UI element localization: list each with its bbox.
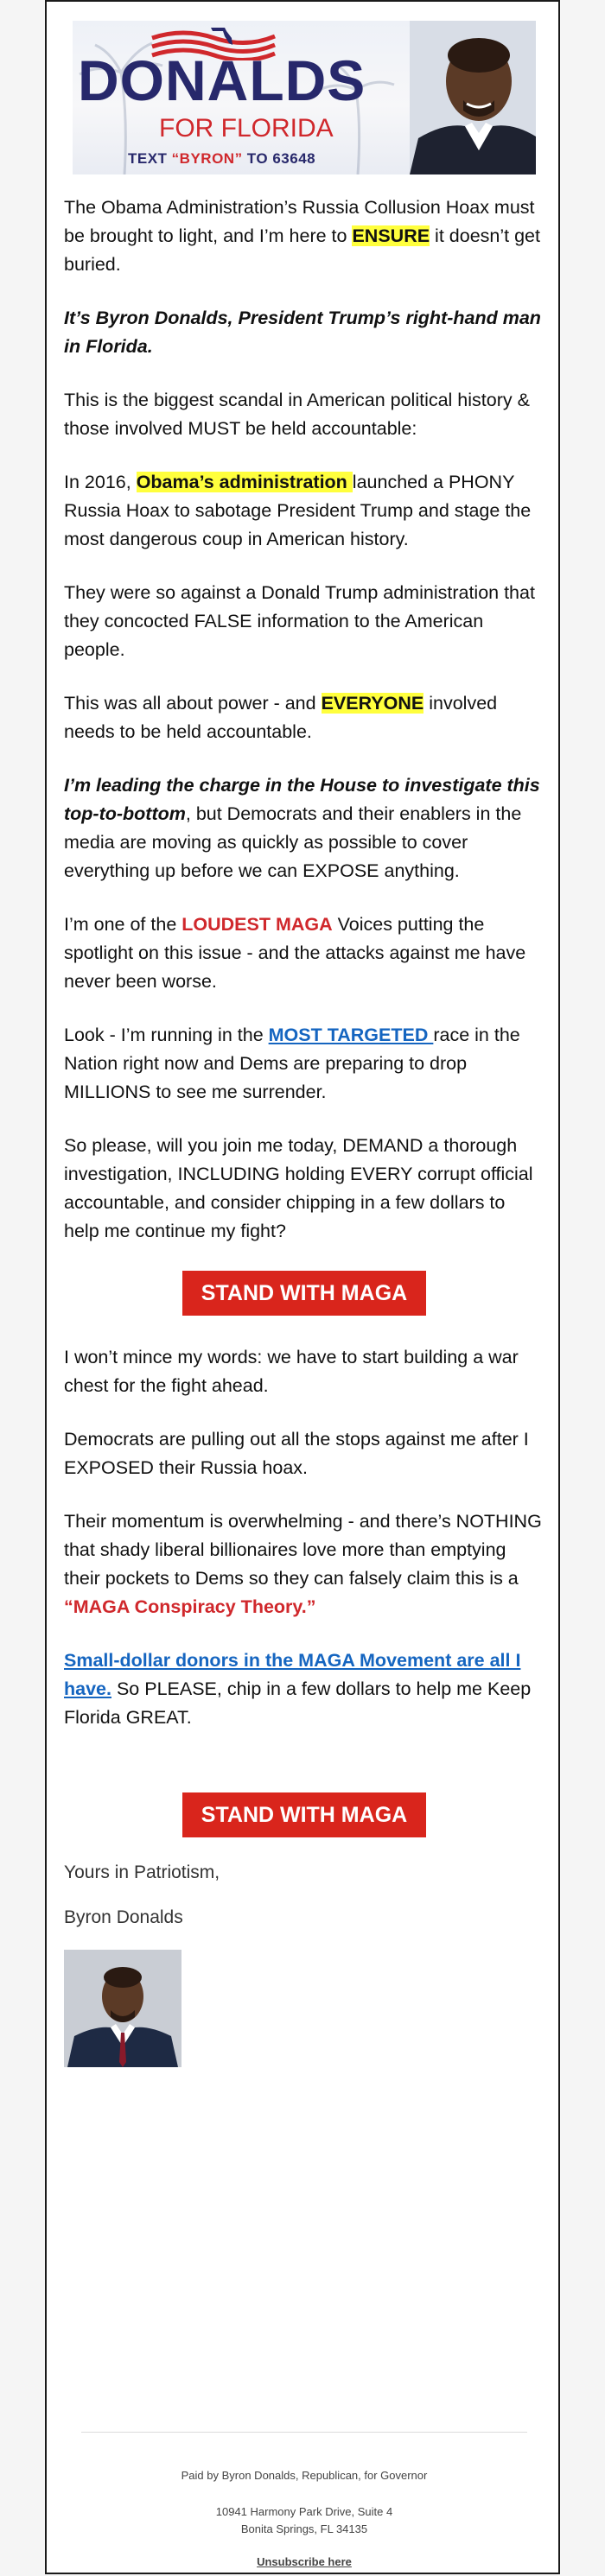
stand-with-maga-button[interactable]: STAND WITH MAGA	[182, 1271, 426, 1316]
cta-container-1	[64, 1271, 544, 1316]
email-frame	[45, 0, 560, 2574]
highlight-ensure: ENSURE	[352, 225, 430, 246]
paragraph-exposed: Democrats are pulling out all the stops against me after I EXPOSED their Russia hoax.	[64, 1429, 529, 1478]
candidate-headshot-image	[64, 1950, 182, 2067]
header-subtitle: FOR FLORIDA	[159, 114, 334, 143]
emphasis-conspiracy-theory: “MAGA Conspiracy Theory.”	[64, 1596, 316, 1617]
paragraph-loudest-maga: I’m one of the LOUDEST MAGA Voices putting the spotlight on this issue - and the attacks against me have never been worse.	[64, 914, 526, 992]
header-title: DONALDS	[78, 48, 366, 112]
footer-address-line-2: Bonita Springs, FL 34135	[240, 2522, 368, 2535]
footer-address-line-1: 10941 Harmony Park Drive, Suite 4	[215, 2505, 393, 2518]
paragraph-signature-intro: It’s Byron Donalds, President Trump’s right-hand man in Florida.	[64, 308, 541, 357]
header-text-line: TEXT “BYRON” TO 63648	[128, 150, 316, 167]
paragraph-momentum: Their momentum is overwhelming - and there’s NOTHING that shady liberal billionaires love more than emptying their pockets to Dems so they can falsely claim this is a “MAGA Conspiracy Theory.”	[64, 1511, 542, 1617]
paragraph-join-me: So please, will you join me today, DEMAND a thorough investigation, INCLUDING holding EVERY corrupt official accountable, and consider chipping in a few dollars to help me continue my fight?	[64, 1135, 533, 1241]
campaign-header-banner	[73, 21, 536, 174]
paragraph-scandal: This is the biggest scandal in American political history & those involved MUST be held accountable:	[64, 390, 530, 439]
stand-with-maga-button-2[interactable]: STAND WITH MAGA	[182, 1792, 426, 1837]
candidate-portrait-image	[410, 21, 536, 174]
paragraph-war-chest: I won’t mince my words: we have to start building a war chest for the fight ahead.	[64, 1347, 519, 1396]
paragraph-small-dollar: Small-dollar donors in the MAGA Movement are all I have. So PLEASE, chip in a few dollars to help me Keep Florida GREAT.	[64, 1650, 532, 1728]
signature-name: Byron Donalds	[64, 1907, 183, 1927]
unsubscribe-link[interactable]: Unsubscribe here	[257, 2555, 352, 2568]
paragraph-false-information: They were so against a Donald Trump administration that they concocted FALSE information to the American people.	[64, 582, 535, 660]
most-targeted-link[interactable]: MOST TARGETED	[268, 1025, 434, 1045]
small-dollar-donors-link[interactable]: Small-dollar donors in the MAGA Movement are all I have.	[64, 1650, 521, 1699]
highlight-everyone: EVERYONE	[321, 693, 424, 714]
paragraph-power: This was all about power - and EVERYONE involved needs to be held accountable.	[64, 693, 498, 742]
footer-paid-by: Paid by Byron Donalds, Republican, for Governor	[181, 2469, 428, 2482]
footer-divider	[81, 2432, 527, 2433]
email-body	[64, 194, 544, 2067]
paragraph-most-targeted: Look - I’m running in the MOST TARGETED race in the Nation right now and Dems are preparing to drop MILLIONS to see me surrender.	[64, 1025, 520, 1102]
highlight-obama-administration: Obama’s administration	[136, 472, 353, 492]
paragraph-2016: In 2016, Obama’s administration launched a PHONY Russia Hoax to sabotage President Trump and stage the most dangerous coup in American history.	[64, 472, 532, 549]
closing-line: Yours in Patriotism,	[64, 1862, 220, 1882]
footer-unsubscribe	[47, 2555, 562, 2568]
cta-container-2	[64, 1792, 544, 1837]
paragraph-investigate: I’m leading the charge in the House to investigate this top-to-bottom, but Democrats and their enablers in the media are moving as quickly as possible to cover everything up before we can EXPOSE anything.	[64, 775, 540, 881]
florida-state-icon	[209, 24, 235, 47]
emphasis-loudest-maga: LOUDEST MAGA	[182, 914, 333, 935]
paragraph-intro: The Obama Administration’s Russia Collusion Hoax must be brought to light, and I’m here to ENSURE it doesn’t get buried.	[64, 197, 540, 275]
